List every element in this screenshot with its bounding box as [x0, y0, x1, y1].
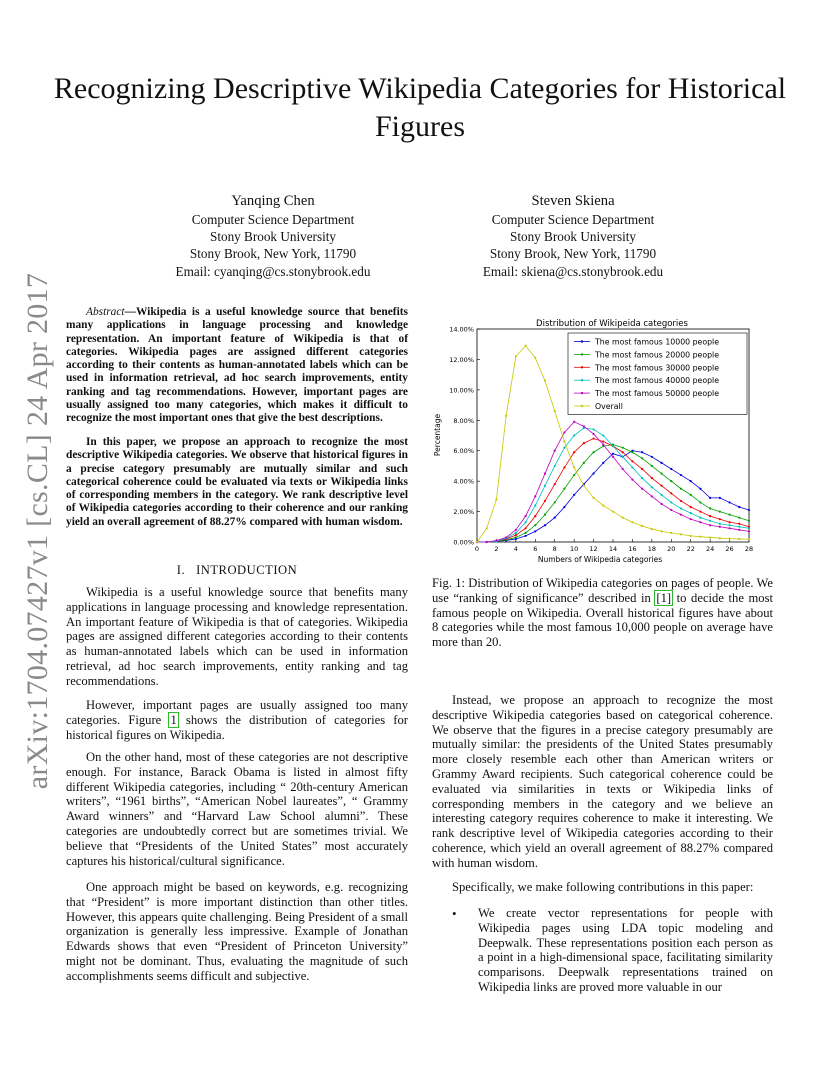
data-point: [670, 468, 672, 470]
data-point: [602, 440, 604, 442]
data-point: [563, 488, 565, 490]
data-point: [563, 431, 565, 433]
data-point: [583, 442, 585, 444]
author-email: Email: skiena@cs.stonybrook.edu: [482, 263, 664, 279]
data-point: [641, 468, 643, 470]
legend-label: The most famous 40000 people: [595, 376, 720, 386]
x-tick-label: 20: [667, 545, 676, 553]
data-point: [709, 515, 711, 517]
data-point: [728, 538, 730, 540]
data-point: [690, 480, 692, 482]
data-point: [622, 468, 624, 470]
data-point: [660, 462, 662, 464]
x-tick-label: 22: [686, 545, 695, 553]
y-tick-label: 2.00%: [453, 508, 474, 517]
data-point: [583, 485, 585, 487]
data-point: [602, 504, 604, 506]
data-point: [476, 541, 478, 543]
data-point: [583, 462, 585, 464]
data-point: [728, 501, 730, 503]
data-point: [515, 355, 517, 357]
data-point: [622, 456, 624, 458]
data-point: [515, 536, 517, 538]
data-point: [728, 521, 730, 523]
data-point: [728, 527, 730, 529]
data-point: [651, 465, 653, 467]
data-point: [670, 501, 672, 503]
data-point: [583, 425, 585, 427]
arxiv-identifier: arXiv:1704.07427v1 [cs.CL] 24 Apr 2017: [21, 272, 54, 790]
data-point: [719, 510, 721, 512]
data-point: [748, 509, 750, 511]
legend-marker: [581, 340, 583, 342]
data-point: [748, 530, 750, 532]
data-point: [719, 497, 721, 499]
data-point: [728, 524, 730, 526]
data-point: [651, 528, 653, 530]
author-name: Yanqing Chen: [231, 193, 315, 209]
section-heading-introduction: [66, 563, 408, 578]
data-point: [612, 453, 614, 455]
data-point: [612, 510, 614, 512]
author-univ: Stony Brook University: [209, 229, 336, 245]
x-tick-label: 8: [552, 545, 557, 553]
data-point: [622, 517, 624, 519]
author-dept: Computer Science Department: [191, 212, 355, 227]
data-point: [524, 532, 526, 534]
data-point: [592, 472, 594, 474]
data-point: [709, 520, 711, 522]
data-point: [651, 495, 653, 497]
abstract-label: Abstract: [86, 306, 125, 318]
legend-marker: [581, 366, 583, 368]
data-point: [660, 530, 662, 532]
paper-title: Recognizing Descriptive Wikipedia Categories for Historical Figures: [53, 72, 787, 143]
data-point: [544, 472, 546, 474]
data-point: [573, 434, 575, 436]
data-point: [641, 457, 643, 459]
data-point: [573, 474, 575, 476]
data-point: [719, 526, 721, 528]
data-point: [573, 451, 575, 453]
caption-text-a: Fig. 1: Distribution of Wikipedia categories on pages of people. We use “ranking of significance” described in: [432, 576, 773, 605]
data-point: [622, 451, 624, 453]
intro-p2-text-a: However, important pages are usually assigned too many categories. Figure: [66, 698, 408, 727]
data-point: [748, 527, 750, 529]
data-point: [631, 451, 633, 453]
data-point: [544, 485, 546, 487]
data-point: [699, 488, 701, 490]
data-point: [670, 509, 672, 511]
data-point: [709, 524, 711, 526]
data-point: [738, 506, 740, 508]
data-point: [486, 527, 488, 529]
data-point: [680, 488, 682, 490]
data-point: [728, 514, 730, 516]
data-point: [515, 532, 517, 534]
data-point: [544, 380, 546, 382]
x-tick-label: 28: [744, 545, 754, 553]
data-point: [680, 533, 682, 535]
data-point: [534, 530, 536, 532]
intro-paragraph-2: [66, 698, 408, 742]
data-point: [651, 456, 653, 458]
author-addr: Stony Brook, New York, 11790: [189, 246, 357, 262]
chart-x-label: Numbers of Wikipedia categories: [537, 555, 663, 564]
data-point: [524, 521, 526, 523]
data-point: [554, 410, 556, 412]
data-point: [534, 495, 536, 497]
chart-y-label: Percentage: [433, 413, 442, 457]
x-tick-label: 12: [589, 545, 598, 553]
data-point: [554, 483, 556, 485]
data-point: [505, 415, 507, 417]
chart-title: Distribution of Wikipeida categories: [536, 319, 688, 329]
data-point: [515, 534, 517, 536]
y-tick-label: 6.00%: [453, 447, 474, 456]
data-point: [612, 456, 614, 458]
figure-reference-link[interactable]: 1: [170, 712, 177, 727]
author-block-1: [123, 192, 423, 280]
abstract-paragraph-1: [66, 306, 408, 426]
author-email: Email: cyanqing@cs.stonybrook.edu: [175, 263, 371, 279]
data-point: [602, 462, 604, 464]
data-point: [651, 486, 653, 488]
data-point: [592, 497, 594, 499]
y-tick-label: 8.00%: [453, 416, 474, 425]
data-point: [554, 517, 556, 519]
data-point: [534, 504, 536, 506]
data-point: [592, 437, 594, 439]
x-tick-label: 16: [628, 545, 637, 553]
data-point: [563, 506, 565, 508]
data-point: [612, 445, 614, 447]
data-point: [680, 507, 682, 509]
data-point: [738, 529, 740, 531]
y-tick-label: 0.00%: [453, 538, 474, 547]
data-point: [602, 434, 604, 436]
section-number: I.: [176, 563, 186, 577]
data-point: [748, 520, 750, 522]
data-point: [631, 521, 633, 523]
data-point: [660, 494, 662, 496]
data-point: [524, 535, 526, 537]
author-univ: Stony Brook University: [509, 229, 636, 245]
data-point: [563, 447, 565, 449]
intro-paragraph-3: On the other hand, most of these categories are not descriptive enough. For instance, Barack Obama is listed in almost fifty different Wikipedia categories, including “ 20th-century American writers”, “1961 births”, “American Nobel laureates”, “ Grammy Award winners” and “Harvard Law School alumni”. These categories are undoubtedly correct but are sometimes trivial. We believe that “Presidents of the United States” most accurately captures his historical/cultural significance.: [66, 750, 408, 868]
x-tick-label: 4: [513, 545, 518, 553]
data-point: [738, 523, 740, 525]
data-point: [699, 517, 701, 519]
abstract-paragraph-2: In this paper, we propose an approach to recognize the most descriptive Wikipedia categories. We observe that historical figures in a precise category presumably are mutually similar and such categorical coherence could be evaluated via texts or Wikipedia links of corresponding members in the category. We rank descriptive level of Wikipedia categories according to their coherence and our ranking yield an overall agreement of 88.27% compared with human wisdom.: [66, 436, 408, 528]
author-dept: Computer Science Department: [491, 212, 655, 227]
data-point: [592, 451, 594, 453]
data-point: [631, 479, 633, 481]
data-point: [563, 466, 565, 468]
data-point: [554, 465, 556, 467]
data-point: [651, 477, 653, 479]
data-point: [719, 537, 721, 539]
legend-marker: [581, 405, 583, 407]
x-tick-label: 10: [570, 545, 579, 553]
x-tick-label: 6: [533, 545, 538, 553]
legend-label: The most famous 10000 people: [595, 337, 720, 347]
data-point: [622, 447, 624, 449]
data-point: [602, 444, 604, 446]
right-paragraph-2: Specifically, we make following contributions in this paper:: [452, 880, 754, 894]
data-point: [534, 357, 536, 359]
series-line: [477, 451, 749, 542]
x-tick-label: 26: [725, 545, 734, 553]
data-point: [699, 510, 701, 512]
intro-paragraph-1: Wikipedia is a useful knowledge source that benefits many applications in language processing and knowledge representation. An important feature of Wikipedia is that of categories. Wikipedia pages are assigned different categories according to their contents as human-annotated labels which can be used in information retrieval, ad hoc search improvements, entity ranking and tag recommendations.: [66, 585, 408, 688]
data-point: [719, 523, 721, 525]
data-point: [699, 521, 701, 523]
data-point: [690, 535, 692, 537]
y-tick-label: 10.00%: [449, 386, 474, 395]
x-tick-label: 2: [494, 545, 499, 553]
data-point: [680, 474, 682, 476]
x-tick-label: 18: [647, 545, 656, 553]
legend-label: The most famous 30000 people: [595, 363, 720, 373]
x-tick-label: 24: [706, 545, 715, 553]
data-point: [505, 536, 507, 538]
data-point: [709, 507, 711, 509]
data-point: [719, 518, 721, 520]
data-point: [515, 529, 517, 531]
data-point: [660, 503, 662, 505]
legend-label: The most famous 20000 people: [595, 350, 720, 360]
contribution-bullet-1: We create vector representations for people with Wikipedia pages using LDA topic modeling and Deepwalk. These representations position each person as a point in a high-dimensional space, facilitating similarity comparisons. Deepwalk representations trained on Wikipedia links are proved more valuable in our: [478, 906, 773, 994]
y-tick-label: 4.00%: [453, 477, 474, 486]
data-point: [544, 524, 546, 526]
data-point: [690, 494, 692, 496]
data-point: [524, 527, 526, 529]
data-point: [534, 515, 536, 517]
data-point: [641, 451, 643, 453]
x-tick-label: 0: [474, 545, 480, 553]
legend-label: The most famous 50000 people: [595, 389, 720, 399]
data-point: [660, 472, 662, 474]
data-point: [573, 466, 575, 468]
data-point: [534, 524, 536, 526]
citation-link[interactable]: [1]: [656, 590, 672, 605]
data-point: [641, 488, 643, 490]
data-point: [631, 460, 633, 462]
data-point: [690, 518, 692, 520]
data-point: [670, 480, 672, 482]
series-line: [477, 422, 749, 542]
data-point: [738, 538, 740, 540]
legend-marker: [581, 392, 583, 394]
caption-text-b: to decide the most famous people on Wikipedia. Overall historical figures have about 8 categories while the most famous 10,000 people on average have more than 20.: [432, 590, 773, 650]
data-point: [554, 450, 556, 452]
right-paragraph-1: Instead, we propose an approach to recognize the most descriptive Wikipedia categories based on categorical coherence. We observe that the figures in a precise category presumably are mutually similar: the presidents of the United States presumably more closely resemble each other than American writers or Grammy Award recipients. Such categorical coherence could be evaluated via similarities in texts or Wikipedia links of corresponding members in the category and we believe an interesting category requires coherence to make it interesting. We rank descriptive level of Wikipedia categories according to their coherence, which yield an overall agreement of 88.27% compared with human wisdom.: [432, 693, 773, 870]
author-name: Steven Skiena: [531, 193, 615, 209]
figure-1-chart: [432, 312, 772, 570]
data-point: [495, 498, 497, 500]
data-point: [641, 525, 643, 527]
data-point: [495, 539, 497, 541]
data-point: [738, 517, 740, 519]
intro-paragraph-4: One approach might be based on keywords, e.g. recognizing that “President” is more important distinction than other titles. However, this appears quite challenging. Being President of a small organization is generally less impressive. Example of Jonathan Edwards shows that even “President of Princeton University” might not be dominant. Thus, evaluating the magnitude of such accomplishments seems difficult and subjective.: [66, 880, 408, 983]
data-point: [709, 497, 711, 499]
data-point: [670, 492, 672, 494]
data-point: [690, 506, 692, 508]
section-title: INTRODUCTION: [196, 563, 298, 577]
data-point: [660, 485, 662, 487]
data-point: [680, 500, 682, 502]
abstract-text-1: —Wikipedia is a useful knowledge source that benefits many applications in language processing and knowledge representation. An important feature of Wikipedia is that of categories. Wikipedia pages are assigned different categories according to their contents as human-annotated labels which can be used in information retrieval, ad hoc search improvements, entity ranking and tag recommendations. However, important pages are usually assigned too many categories, which makes it difficult to recognize the most important ones that give the best descriptions.: [66, 306, 408, 425]
y-tick-label: 12.00%: [449, 355, 474, 364]
data-point: [738, 526, 740, 528]
legend-marker: [581, 379, 583, 381]
bullet-marker: •: [452, 906, 457, 921]
data-point: [544, 514, 546, 516]
data-point: [709, 536, 711, 538]
data-point: [486, 541, 488, 543]
data-point: [670, 532, 672, 534]
data-point: [680, 514, 682, 516]
data-point: [544, 500, 546, 502]
data-point: [592, 433, 594, 435]
data-point: [524, 515, 526, 517]
data-point: [573, 421, 575, 423]
data-point: [690, 512, 692, 514]
data-point: [573, 494, 575, 496]
data-point: [631, 466, 633, 468]
data-point: [748, 538, 750, 540]
intro-p2-text-b: shows the distribution of categories for historical figures on Wikipedia.: [66, 712, 408, 742]
legend-marker: [581, 353, 583, 355]
x-tick-label: 14: [608, 545, 618, 553]
author-block-2: [423, 192, 723, 280]
data-point: [524, 345, 526, 347]
data-point: [554, 501, 556, 503]
data-point: [641, 477, 643, 479]
data-point: [699, 536, 701, 538]
y-tick-label: 14.00%: [449, 325, 474, 334]
legend-label: Overall: [595, 402, 623, 411]
data-point: [699, 501, 701, 503]
data-point: [563, 440, 565, 442]
data-point: [592, 428, 594, 430]
figure-caption: [432, 576, 773, 650]
author-addr: Stony Brook, New York, 11790: [489, 246, 657, 262]
